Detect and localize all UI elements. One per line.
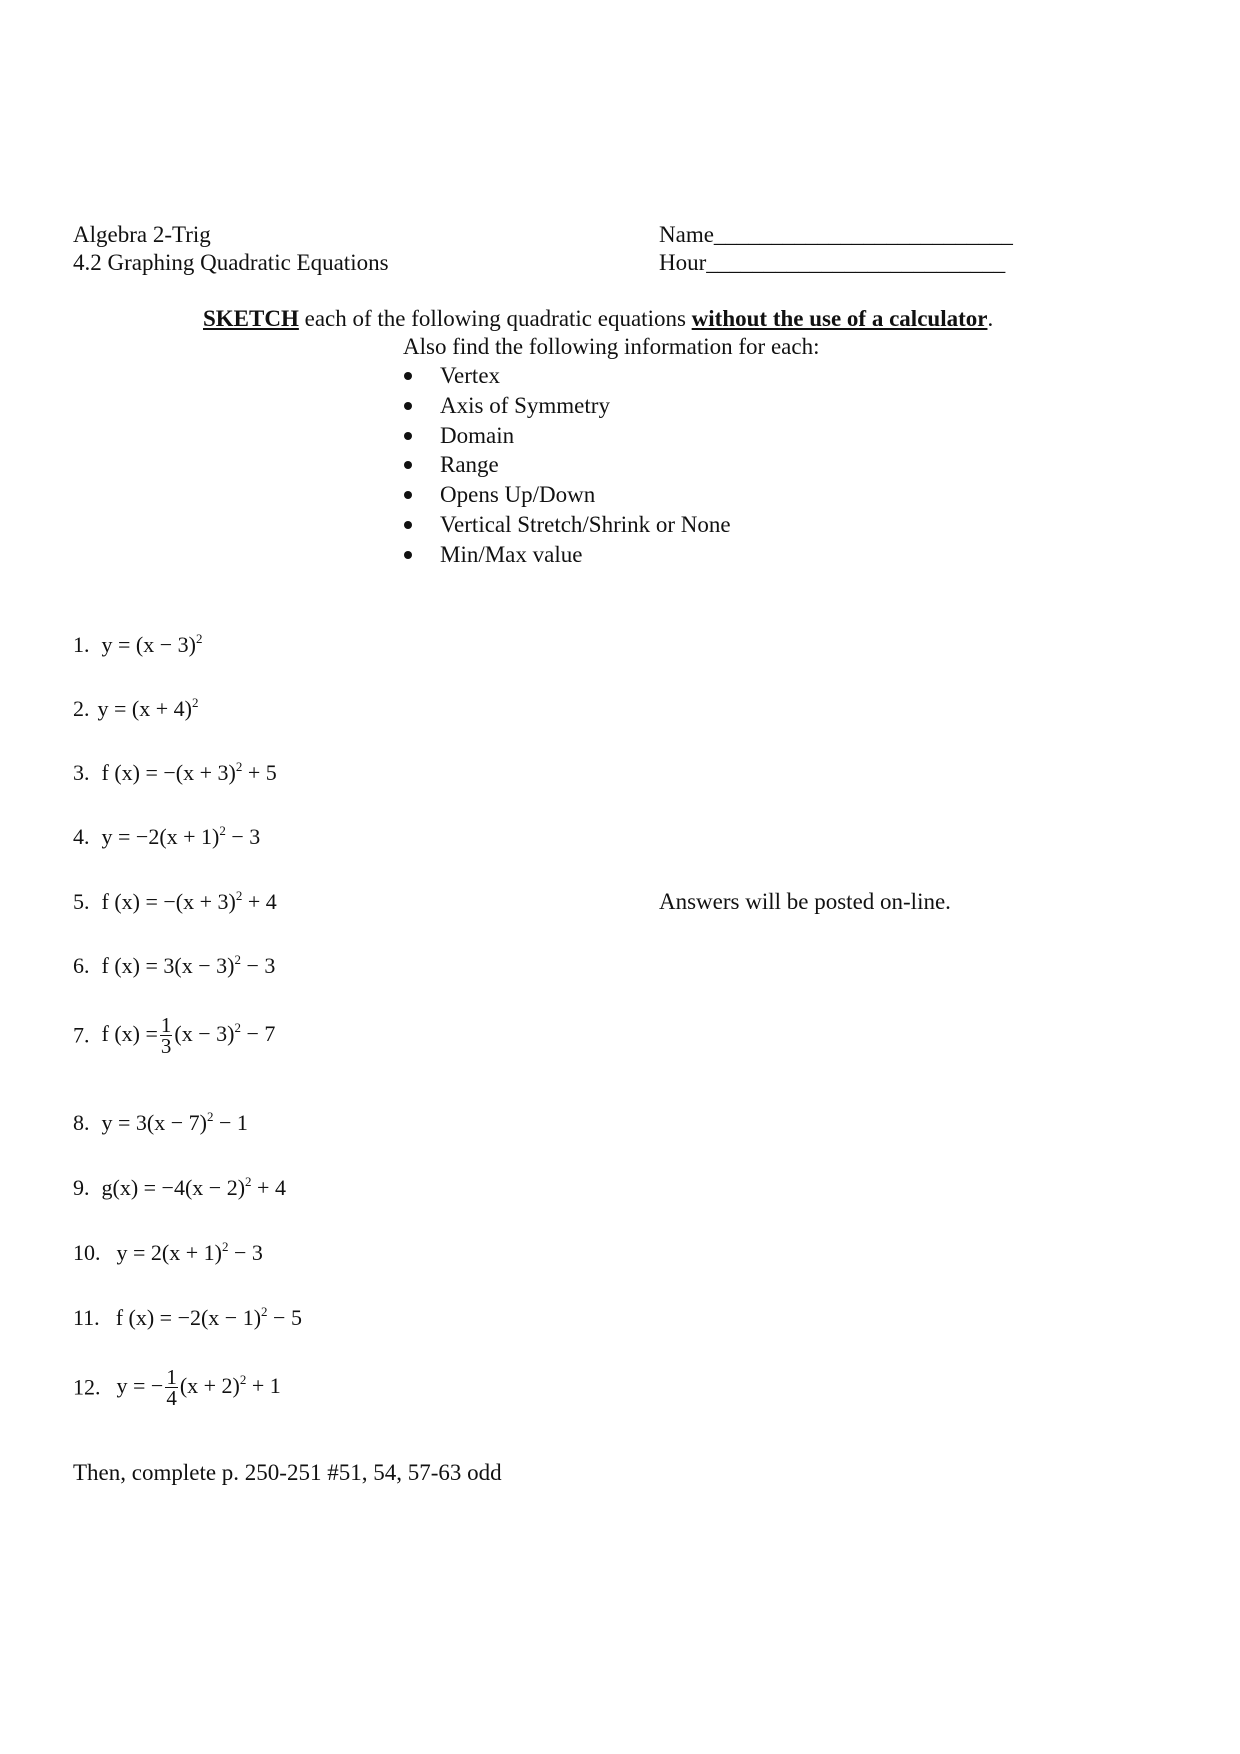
answers-note: Answers will be posted on-line. — [659, 889, 951, 914]
equation: f (x) = $\frac{1}{3}$ $(x - 3)^2 - 7$ — [101, 1013, 276, 1058]
equation: $y = (x - 3)^2$ — [101, 631, 203, 657]
list-item: Vertical Stretch/Shrink or None — [404, 510, 731, 540]
equation: f $(x) = -2(x - 1)^2 - 5$ — [115, 1304, 302, 1330]
hour-field: Hour__________________________ — [659, 250, 1006, 275]
problem-1: 1. $y = (x - 3)^2$ — [73, 631, 203, 657]
info-list — [404, 361, 731, 570]
fraction: $\frac{1}{3}$ — [160, 1013, 172, 1058]
equation: $y = 2(x + 1)^2 - 3$ — [116, 1239, 263, 1265]
bullet-icon — [404, 551, 412, 559]
equation: f $(x) = 3(x - 3)^2 - 3$ — [101, 952, 276, 978]
problem-3: 3. f $(x) = -(x + 3)^2 + 5$ — [73, 759, 277, 785]
bullet-icon — [404, 432, 412, 440]
instruction-middle: each of the following quadratic equations — [298, 306, 692, 331]
no-calculator-emphasis: without the use of a calculator — [691, 306, 988, 331]
problem-12: 12. y = − $\frac{1}{4}$ $(x + 2)^2 + 1$ — [73, 1365, 281, 1410]
sketch-emphasis: SKETCH — [203, 306, 299, 331]
homework-instruction: Then, complete p. 250-251 #51, 54, 57-63 odd — [73, 1460, 502, 1485]
list-item: Axis of Symmetry — [404, 391, 731, 421]
bullet-icon — [404, 402, 412, 410]
list-item: Opens Up/Down — [404, 480, 731, 510]
list-item: Range — [404, 450, 731, 480]
instruction-line — [203, 305, 993, 333]
equation: $y = 3(x - 7)^2 - 1$ — [101, 1109, 248, 1135]
list-item: Vertex — [404, 361, 731, 391]
equation: f $(x) = -(x + 3)^2 + 4$ — [101, 888, 277, 914]
list-item: Min/Max value — [404, 540, 731, 570]
bullet-icon — [404, 491, 412, 499]
problem-4: 4. $y = -2(x + 1)^2 - 3$ — [73, 823, 261, 849]
equation: $y = -2(x + 1)^2 - 3$ — [101, 823, 261, 849]
course-title: Algebra 2-Trig — [73, 222, 211, 247]
lesson-title: 4.2 Graphing Quadratic Equations — [73, 250, 389, 275]
problem-10: 10. $y = 2(x + 1)^2 - 3$ — [73, 1239, 263, 1265]
problem-8: 8. $y = 3(x - 7)^2 - 1$ — [73, 1109, 248, 1135]
list-item: Domain — [404, 421, 731, 451]
equation: $g(x) = -4(x - 2)^2 + 4$ — [101, 1174, 286, 1200]
problem-7: 7. f (x) = $\frac{1}{3}$ $(x - 3)^2 - 7$ — [73, 1013, 276, 1058]
equation: y = − $\frac{1}{4}$ $(x + 2)^2 + 1$ — [116, 1365, 281, 1410]
equation: $y = (x + 4)^2$ — [97, 695, 199, 721]
name-field: Name__________________________ — [659, 222, 1013, 247]
instruction-period: . — [987, 306, 994, 331]
problem-6: 6. f $(x) = 3(x - 3)^2 - 3$ — [73, 952, 276, 978]
equation: f $(x) = -(x + 3)^2 + 5$ — [101, 759, 277, 785]
fraction: $\frac{1}{4}$ — [166, 1365, 177, 1410]
problem-9: 9. $g(x) = -4(x - 2)^2 + 4$ — [73, 1174, 286, 1200]
bullet-icon — [404, 521, 412, 529]
problem-5: 5. f $(x) = -(x + 3)^2 + 4$ — [73, 888, 277, 914]
problem-2: 2. $y = (x + 4)^2$ — [73, 695, 199, 721]
bullet-icon — [404, 372, 412, 380]
problem-11: 11. f $(x) = -2(x - 1)^2 - 5$ — [73, 1304, 302, 1330]
bullet-icon — [404, 461, 412, 469]
also-find-line: Also find the following information for each: — [403, 334, 820, 359]
